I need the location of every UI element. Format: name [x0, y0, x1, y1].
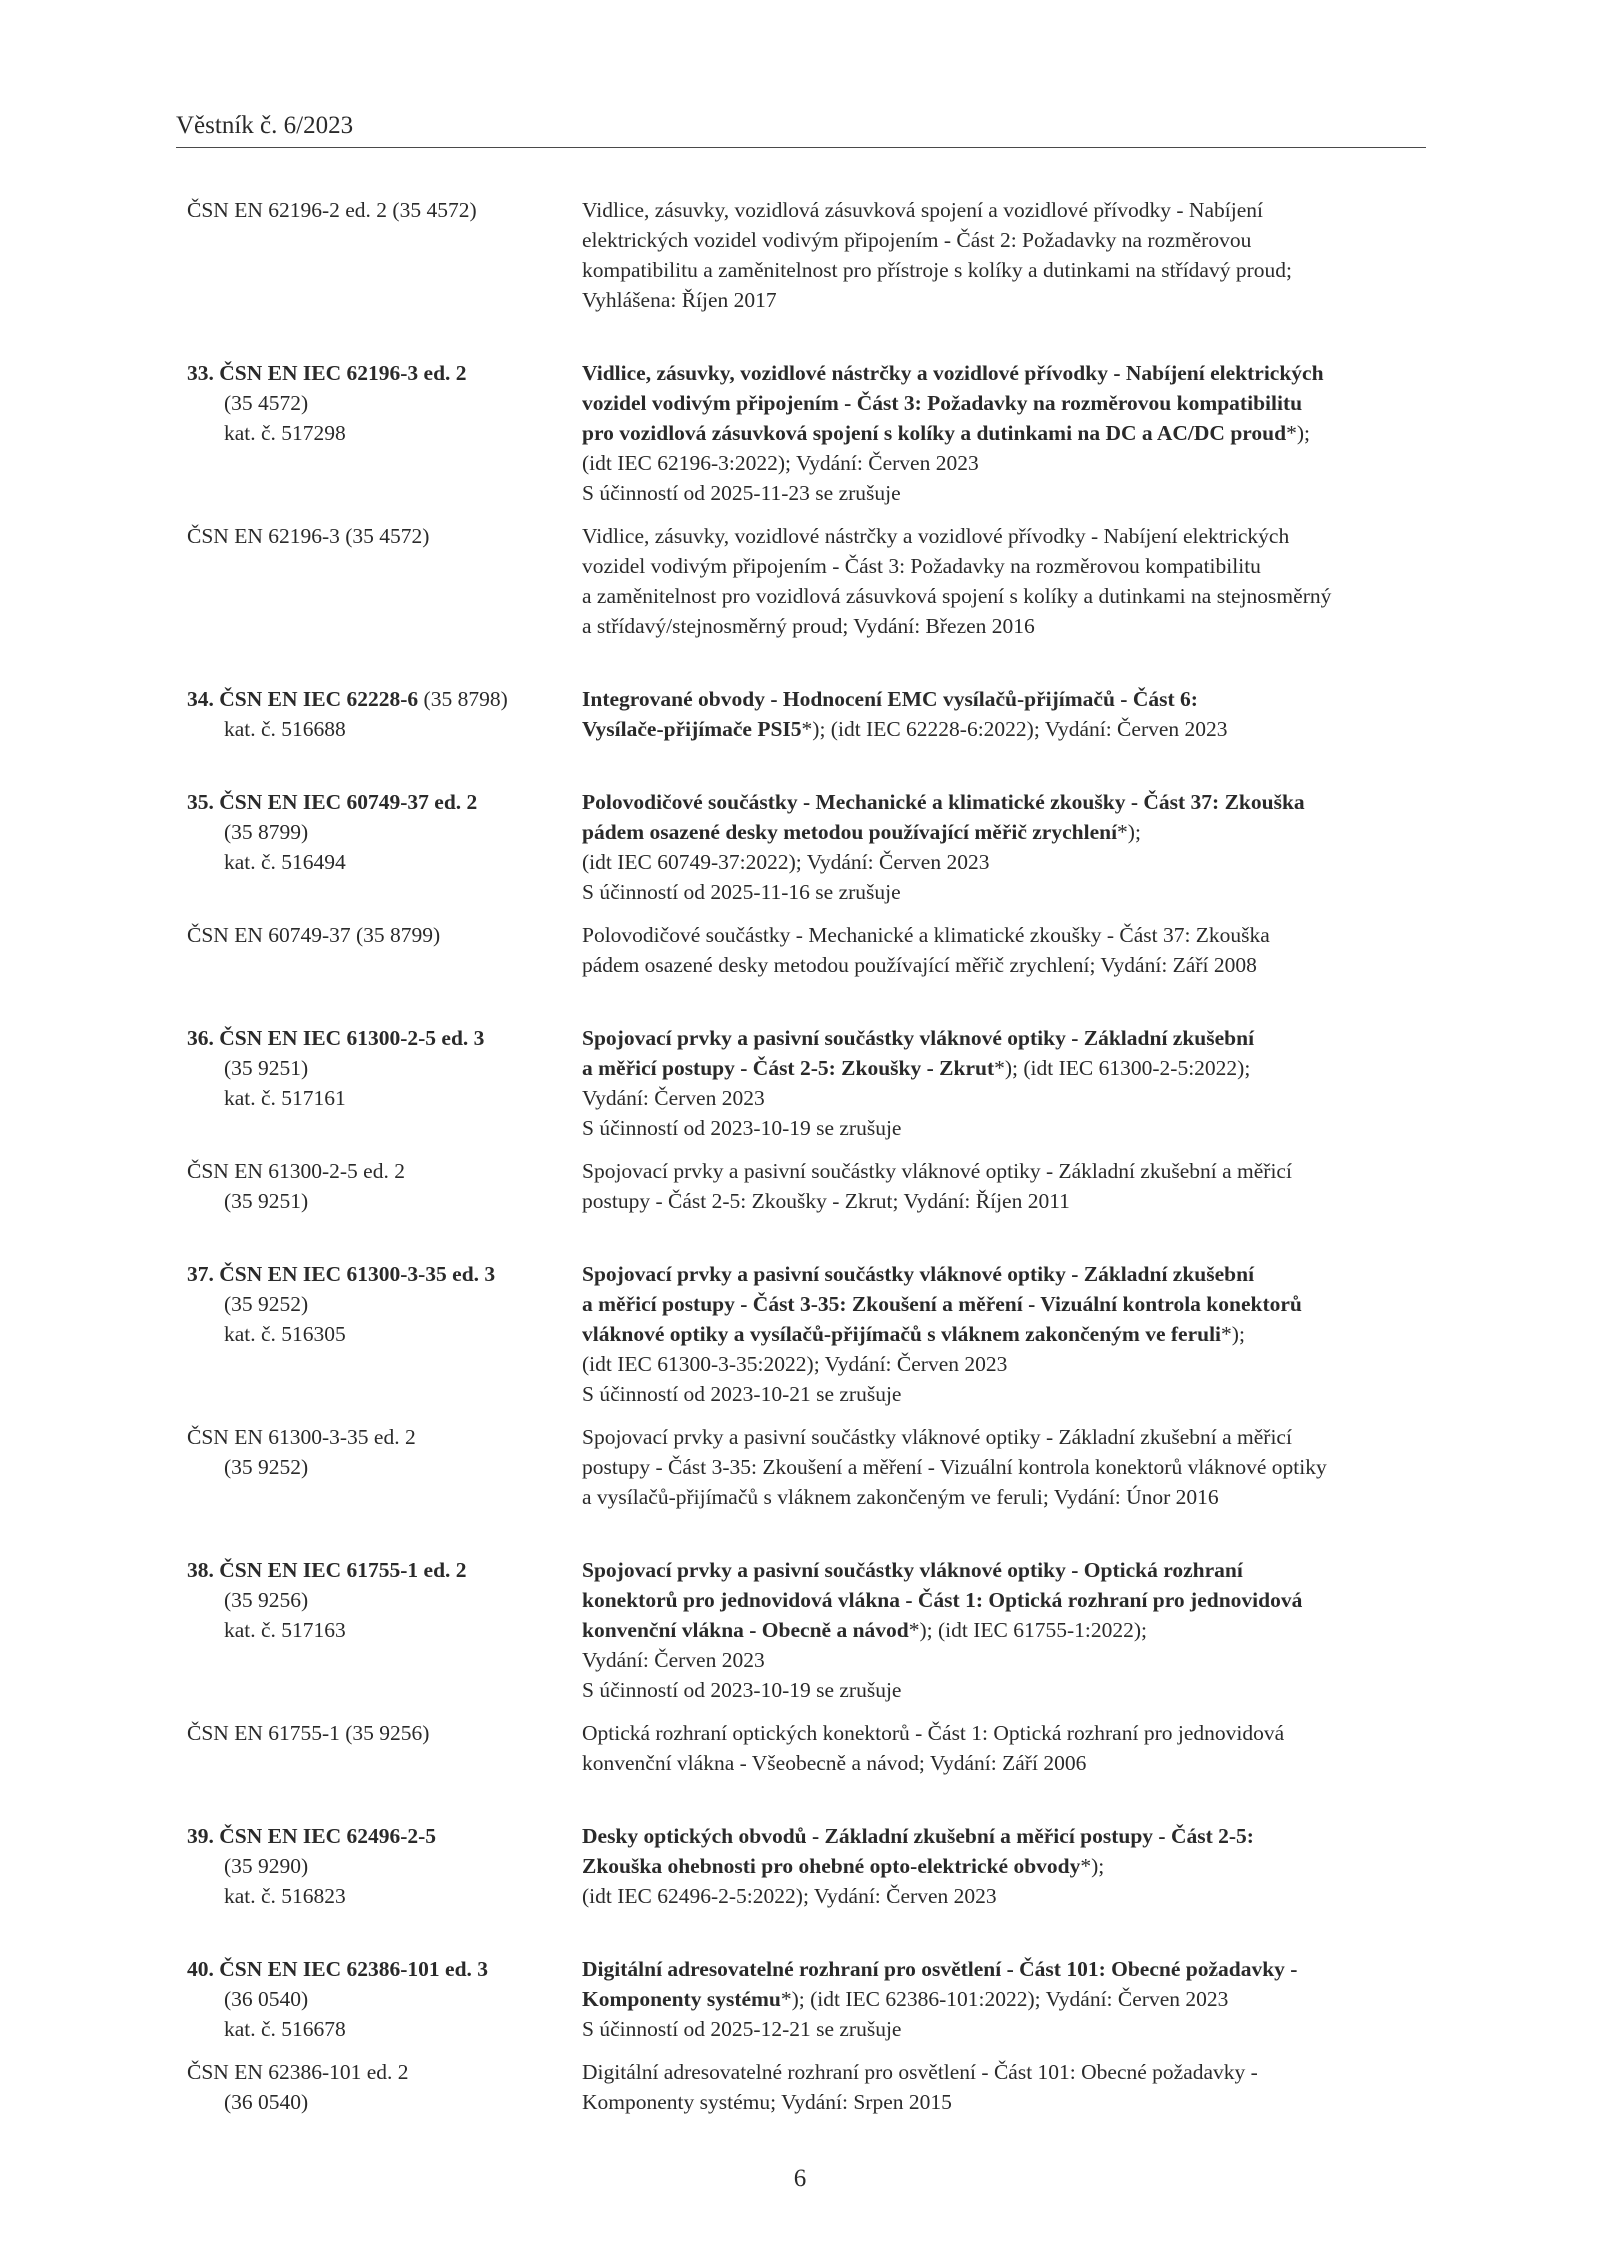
text-line: (35 9252) [224, 1455, 309, 1479]
title-line [582, 1259, 1442, 1289]
text-line: Polovodičové součástky - Mechanické a klimatické zkoušky - Část 37: Zkouška [582, 923, 1270, 947]
standard-heading [187, 787, 582, 817]
new-standard-id [187, 1023, 582, 1143]
standard-heading [187, 1259, 582, 1289]
text-line: Spojovací prvky a pasivní součástky vláknové optiky - Základní zkušební a měřicí [582, 1159, 1292, 1183]
new-standard-id [187, 1821, 582, 1911]
standard-heading [187, 1954, 582, 1984]
new-standard-id [187, 358, 582, 508]
entry-number: 35. [187, 790, 214, 814]
meta-line: S účinností od 2025-11-16 se zrušuje [582, 880, 901, 904]
replaced-standard-title [582, 2057, 1442, 2117]
replaced-standard-id [187, 1422, 582, 1512]
classification-code: (35 9251) [224, 1056, 309, 1080]
replaced-standard-id [187, 1156, 582, 1216]
replaced-standard-row [187, 920, 1442, 980]
title-suffix: *); [1117, 820, 1141, 844]
meta-line: S účinností od 2025-11-23 se zrušuje [582, 481, 901, 505]
title-text: a měřicí postupy - Část 2-5: Zkoušky - Zkrut [582, 1056, 995, 1080]
standard-designation: ČSN EN IEC 61300-2-5 ed. 3 [219, 1026, 485, 1050]
new-standard-title [582, 1259, 1442, 1409]
standard-entry [187, 684, 1442, 744]
catalog-number: kat. č. 516305 [224, 1322, 346, 1346]
standard-entry [187, 1821, 1442, 1911]
title-line [582, 358, 1442, 388]
classification-code: (35 9252) [224, 1292, 309, 1316]
replaced-standard-title [582, 195, 1442, 315]
entry-number: 33. [187, 361, 214, 385]
meta-line: Vydání: Červen 2023 [582, 1648, 765, 1672]
title-line [582, 684, 1442, 714]
new-standard-title [582, 787, 1442, 907]
new-standard-row [187, 1259, 1442, 1409]
standard-heading [187, 1555, 582, 1585]
replaced-standard-id [187, 1718, 582, 1778]
entry-number: 40. [187, 1957, 214, 1981]
replaced-standard-title [582, 920, 1442, 980]
standard-designation: ČSN EN IEC 60749-37 ed. 2 [219, 790, 478, 814]
title-suffix: *); (idt IEC 61755-1:2022); [908, 1618, 1148, 1642]
replaced-standard-id [187, 920, 582, 980]
new-standard-row [187, 1555, 1442, 1705]
replaced-standard-row [187, 1156, 1442, 1216]
text-line: pádem osazené desky metodou používající měřič zrychlení; Vydání: Září 2008 [582, 953, 1257, 977]
text-line: ČSN EN 61300-3-35 ed. 2 [187, 1425, 416, 1449]
title-text: Komponenty systému [582, 1987, 781, 2011]
title-line [582, 1585, 1442, 1615]
title-suffix: *); (idt IEC 62228-6:2022); Vydání: Červen 2023 [801, 717, 1228, 741]
title-text: vozidel vodivým připojením - Část 3: Požadavky na rozměrovou kompatibilitu [582, 391, 1303, 415]
title-text: Desky optických obvodů - Základní zkušební a měřicí postupy - Část 2-5: [582, 1824, 1254, 1848]
new-standard-row [187, 684, 1442, 744]
catalog-number: kat. č. 516688 [224, 717, 346, 741]
text-line: a zaměnitelnost pro vozidlová zásuvková spojení s kolíky a dutinkami na stejnosměrný [582, 584, 1332, 608]
title-line [582, 1954, 1442, 1984]
classification-code: (35 4572) [224, 391, 309, 415]
entry-number: 38. [187, 1558, 214, 1582]
title-text: Integrované obvody - Hodnocení EMC vysílačů-přijímačů - Část 6: [582, 687, 1198, 711]
text-line: ČSN EN 61755-1 (35 9256) [187, 1721, 430, 1745]
text-line: Vyhlášena: Říjen 2017 [582, 288, 777, 312]
text-line: (35 9251) [224, 1189, 309, 1213]
title-text: Polovodičové součástky - Mechanické a klimatické zkoušky - Část 37: Zkouška [582, 790, 1305, 814]
text-line: konvenční vlákna - Všeobecně a návod; Vydání: Září 2006 [582, 1751, 1087, 1775]
standard-heading [187, 684, 582, 714]
title-line [582, 1821, 1442, 1851]
classification-code: (35 9256) [224, 1588, 309, 1612]
catalog-number: kat. č. 516823 [224, 1884, 346, 1908]
new-standard-row [187, 358, 1442, 508]
title-line [582, 1615, 1442, 1645]
meta-line: (idt IEC 61300-3-35:2022); Vydání: Červen 2023 [582, 1352, 1008, 1376]
text-line: ČSN EN 62196-2 ed. 2 (35 4572) [187, 198, 477, 222]
entry-number: 39. [187, 1824, 214, 1848]
new-standard-row [187, 787, 1442, 907]
title-suffix: *); [1286, 421, 1310, 445]
entry-number: 37. [187, 1262, 214, 1286]
text-line: Digitální adresovatelné rozhraní pro osvětlení - Část 101: Obecné požadavky - [582, 2060, 1258, 2084]
new-standard-title [582, 358, 1442, 508]
text-line: ČSN EN 62196-3 (35 4572) [187, 524, 430, 548]
replaced-standard-row [187, 1718, 1442, 1778]
new-standard-row [187, 1821, 1442, 1911]
new-standard-row [187, 1954, 1442, 2044]
title-line [582, 1053, 1442, 1083]
meta-line: (idt IEC 62496-2-5:2022); Vydání: Červen 2023 [582, 1884, 997, 1908]
title-line [582, 1023, 1442, 1053]
classification-code: (35 8799) [224, 820, 309, 844]
replaced-standard-row [187, 1422, 1442, 1512]
title-text: vláknové optiky a vysílačů-přijímačů s vláknem zakončeným ve feruli [582, 1322, 1222, 1346]
new-standard-id [187, 684, 582, 744]
title-suffix: *); [1080, 1854, 1105, 1878]
classification-code: (35 9290) [224, 1854, 309, 1878]
catalog-number: kat. č. 517161 [224, 1086, 346, 1110]
title-text: pro vozidlová zásuvková spojení s kolíky a dutinkami na DC a AC/DC proud [582, 421, 1287, 445]
new-standard-title [582, 1555, 1442, 1705]
replaced-standard-id [187, 521, 582, 641]
new-standard-title [582, 1821, 1442, 1911]
replaced-standard-row [187, 521, 1442, 641]
text-line: Vidlice, zásuvky, vozidlová zásuvková spojení a vozidlové přívodky - Nabíjení [582, 198, 1263, 222]
meta-line: S účinností od 2023-10-19 se zrušuje [582, 1116, 902, 1140]
text-line: ČSN EN 60749-37 (35 8799) [187, 923, 441, 947]
meta-line: (idt IEC 62196-3:2022); Vydání: Červen 2023 [582, 451, 979, 475]
title-line [582, 714, 1442, 744]
title-suffix: *); (idt IEC 62386-101:2022); Vydání: Červen 2023 [780, 1987, 1229, 2011]
title-line [582, 1319, 1442, 1349]
text-line: (36 0540) [224, 2090, 309, 2114]
replaced-standard-title [582, 521, 1442, 641]
title-line [582, 787, 1442, 817]
standard-entry [187, 1023, 1442, 1216]
title-text: Vysílače-přijímače PSI5 [582, 717, 802, 741]
text-line: Optická rozhraní optických konektorů - Část 1: Optická rozhraní pro jednovidová [582, 1721, 1285, 1745]
title-text: konektorů pro jednovidová vlákna - Část 1: Optická rozhraní pro jednovidová [582, 1588, 1303, 1612]
replaced-standard-row [187, 2057, 1442, 2117]
new-standard-id [187, 787, 582, 907]
replaced-standard-title [582, 1718, 1442, 1778]
text-line: Komponenty systému; Vydání: Srpen 2015 [582, 2090, 952, 2114]
new-standard-id [187, 1954, 582, 2044]
new-standard-title [582, 1954, 1442, 2044]
running-header: Věstník č. 6/2023 [176, 112, 1426, 148]
title-text: pádem osazené desky metodou používající měřič zrychlení [582, 820, 1118, 844]
entry-number: 34. [187, 687, 214, 711]
new-standard-id [187, 1555, 582, 1705]
title-text: a měřicí postupy - Část 3-35: Zkoušení a měření - Vizuální kontrola konektorů [582, 1292, 1302, 1316]
page-number: 6 [793, 2165, 807, 2192]
text-line: vozidel vodivým připojením - Část 3: Požadavky na rozměrovou kompatibilitu [582, 554, 1261, 578]
catalog-number: kat. č. 516494 [224, 850, 346, 874]
title-text: Spojovací prvky a pasivní součástky vláknové optiky - Základní zkušební [582, 1262, 1255, 1286]
standard-designation: ČSN EN IEC 62196-3 ed. 2 [219, 361, 467, 385]
catalog-number: kat. č. 517298 [224, 421, 346, 445]
classification-code: (35 8798) [423, 687, 508, 711]
text-line: a střídavý/stejnosměrný proud; Vydání: Březen 2016 [582, 614, 1035, 638]
new-standard-title [582, 1023, 1442, 1143]
title-text: Digitální adresovatelné rozhraní pro osvětlení - Část 101: Obecné požadavky - [582, 1957, 1298, 1981]
text-line: postupy - Část 3-35: Zkoušení a měření - Vizuální kontrola konektorů vláknové optiky [582, 1455, 1327, 1479]
replaced-standard-title [582, 1422, 1442, 1512]
standard-heading [187, 1821, 582, 1851]
text-line: elektrických vozidel vodivým připojením - Část 2: Požadavky na rozměrovou [582, 228, 1252, 252]
text-line: Spojovací prvky a pasivní součástky vláknové optiky - Základní zkušební a měřicí [582, 1425, 1292, 1449]
title-text: Zkouška ohebnosti pro ohebné opto-elektrické obvody [582, 1854, 1081, 1878]
standard-entry [187, 358, 1442, 641]
standard-entry [187, 1954, 1442, 2117]
replaced-standard-id [187, 195, 582, 315]
standard-designation: ČSN EN IEC 62386-101 ed. 3 [219, 1957, 489, 1981]
standard-designation: ČSN EN IEC 62228-6 [219, 687, 419, 711]
new-standard-id [187, 1259, 582, 1409]
standard-heading [187, 358, 582, 388]
text-line: kompatibilitu a zaměnitelnost pro přístroje s kolíky a dutinkami na střídavý proud; [582, 258, 1292, 282]
title-text: Vidlice, zásuvky, vozidlové nástrčky a vozidlové přívodky - Nabíjení elektrických [582, 361, 1324, 385]
title-line [582, 1851, 1442, 1881]
standard-entry [187, 1259, 1442, 1512]
title-text: Spojovací prvky a pasivní součástky vláknové optiky - Optická rozhraní [582, 1558, 1243, 1582]
text-line: postupy - Část 2-5: Zkoušky - Zkrut; Vydání: Říjen 2011 [582, 1189, 1070, 1213]
meta-line: S účinností od 2023-10-19 se zrušuje [582, 1678, 902, 1702]
standard-entry [187, 1555, 1442, 1778]
title-line [582, 817, 1442, 847]
title-suffix: *); (idt IEC 61300-2-5:2022); [994, 1056, 1251, 1080]
standards-list [187, 195, 1442, 2160]
title-text: konvenční vlákna - Obecně a návod [582, 1618, 909, 1642]
standard-entry [187, 787, 1442, 980]
meta-line: (idt IEC 60749-37:2022); Vydání: Červen 2023 [582, 850, 990, 874]
standard-row [187, 195, 1442, 315]
title-line [582, 388, 1442, 418]
new-standard-row [187, 1023, 1442, 1143]
catalog-number: kat. č. 516678 [224, 2017, 346, 2041]
standard-designation: ČSN EN IEC 61300-3-35 ed. 3 [219, 1262, 496, 1286]
title-line [582, 1984, 1442, 2014]
entry-number: 36. [187, 1026, 214, 1050]
title-suffix: *); [1221, 1322, 1245, 1346]
meta-line: S účinností od 2025-12-21 se zrušuje [582, 2017, 902, 2041]
text-line: Vidlice, zásuvky, vozidlové nástrčky a vozidlové přívodky - Nabíjení elektrických [582, 524, 1290, 548]
title-line [582, 1555, 1442, 1585]
replaced-standard-title [582, 1156, 1442, 1216]
text-line: ČSN EN 61300-2-5 ed. 2 [187, 1159, 405, 1183]
meta-line: Vydání: Červen 2023 [582, 1086, 765, 1110]
text-line: ČSN EN 62386-101 ed. 2 [187, 2060, 409, 2084]
title-line [582, 418, 1442, 448]
standard-designation: ČSN EN IEC 61755-1 ed. 2 [219, 1558, 467, 1582]
standard-heading [187, 1023, 582, 1053]
text-line: a vysílačů-přijímačů s vláknem zakončeným ve feruli; Vydání: Únor 2016 [582, 1485, 1219, 1509]
title-line [582, 1289, 1442, 1319]
title-text: Spojovací prvky a pasivní součástky vláknové optiky - Základní zkušební [582, 1026, 1255, 1050]
catalog-number: kat. č. 517163 [224, 1618, 346, 1642]
replaced-standard-id [187, 2057, 582, 2117]
classification-code: (36 0540) [224, 1987, 309, 2011]
standard-entry [187, 195, 1442, 315]
standard-designation: ČSN EN IEC 62496-2-5 [219, 1824, 437, 1848]
meta-line: S účinností od 2023-10-21 se zrušuje [582, 1382, 902, 1406]
new-standard-title [582, 684, 1442, 744]
